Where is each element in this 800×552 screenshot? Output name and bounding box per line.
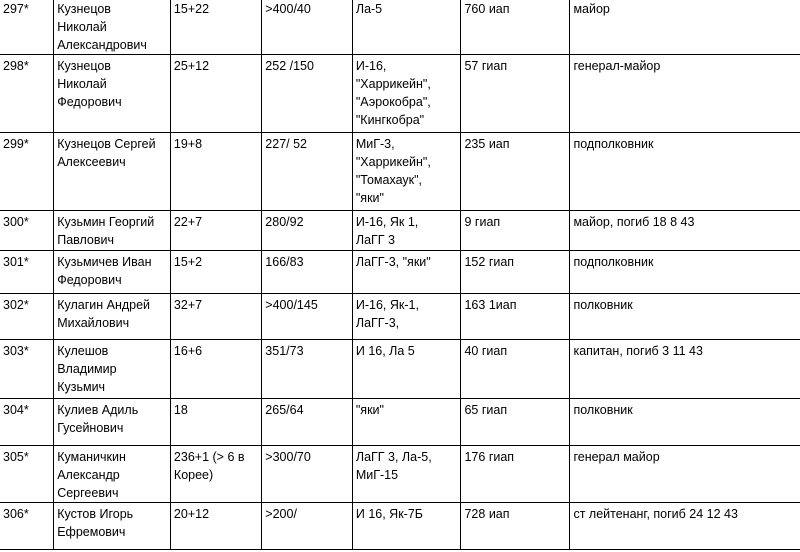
sorties-battles: >400/145 bbox=[262, 294, 353, 340]
row-number: 300* bbox=[0, 211, 54, 251]
table-row bbox=[0, 133, 800, 211]
aircraft-types: ЛаГГ-3, "яки" bbox=[352, 251, 461, 294]
aircraft-types: МиГ-3, "Харрикейн", "Томахаук", "яки" bbox=[352, 133, 461, 211]
victories: 15+22 bbox=[170, 0, 261, 55]
unit: 57 гиап bbox=[461, 55, 570, 133]
row-number: 305* bbox=[0, 446, 54, 503]
row-number: 298* bbox=[0, 55, 54, 133]
row-number: 304* bbox=[0, 399, 54, 446]
pilot-name: Кулиев Адиль Гусейнович bbox=[54, 399, 171, 446]
aircraft-types: ЛаГГ 3, Ла-5, МиГ-15 bbox=[352, 446, 461, 503]
aircraft-types: И 16, Ла 5 bbox=[352, 340, 461, 399]
victories: 15+2 bbox=[170, 251, 261, 294]
rank-notes: майор, погиб 18 8 43 bbox=[570, 211, 800, 251]
rank-notes: полковник bbox=[570, 399, 800, 446]
sorties-battles: 351/73 bbox=[262, 340, 353, 399]
victories: 236+1 (> 6 в Корее) bbox=[170, 446, 261, 503]
row-number: 299* bbox=[0, 133, 54, 211]
table-row bbox=[0, 211, 800, 251]
victories: 32+7 bbox=[170, 294, 261, 340]
rank-notes: полковник bbox=[570, 294, 800, 340]
row-number: 301* bbox=[0, 251, 54, 294]
pilot-name: Кулешов Владимир Кузьмич bbox=[54, 340, 171, 399]
table-row bbox=[0, 503, 800, 550]
table-row bbox=[0, 294, 800, 340]
rank-notes: капитан, погиб 3 11 43 bbox=[570, 340, 800, 399]
row-number: 297* bbox=[0, 0, 54, 55]
rank-notes: майор bbox=[570, 0, 800, 55]
row-number: 302* bbox=[0, 294, 54, 340]
pilot-name: Кузнецов Сергей Алексеевич bbox=[54, 133, 171, 211]
pilot-name: Кузнецов Николай Федорович bbox=[54, 55, 171, 133]
table-row bbox=[0, 446, 800, 503]
pilot-name: Кузьмин Георгий Павлович bbox=[54, 211, 171, 251]
unit: 728 иап bbox=[461, 503, 570, 550]
table-row bbox=[0, 0, 800, 55]
row-number: 303* bbox=[0, 340, 54, 399]
victories: 19+8 bbox=[170, 133, 261, 211]
victories: 20+12 bbox=[170, 503, 261, 550]
victories: 18 bbox=[170, 399, 261, 446]
unit: 235 иап bbox=[461, 133, 570, 211]
unit: 40 гиап bbox=[461, 340, 570, 399]
sorties-battles: 252 /150 bbox=[262, 55, 353, 133]
sorties-battles: >400/40 bbox=[262, 0, 353, 55]
aircraft-types: И-16, Як-1, ЛаГГ-3, bbox=[352, 294, 461, 340]
table-row bbox=[0, 251, 800, 294]
sorties-battles: 280/92 bbox=[262, 211, 353, 251]
victories: 16+6 bbox=[170, 340, 261, 399]
unit: 152 гиап bbox=[461, 251, 570, 294]
unit: 9 гиап bbox=[461, 211, 570, 251]
row-number: 306* bbox=[0, 503, 54, 550]
pilot-name: Кулагин Андрей Михайлович bbox=[54, 294, 171, 340]
pilot-name: Кузьмичев Иван Федорович bbox=[54, 251, 171, 294]
table-row bbox=[0, 399, 800, 446]
sorties-battles: >300/70 bbox=[262, 446, 353, 503]
victories: 22+7 bbox=[170, 211, 261, 251]
sorties-battles: >200/ bbox=[262, 503, 353, 550]
unit: 760 иап bbox=[461, 0, 570, 55]
aircraft-types: Ла-5 bbox=[352, 0, 461, 55]
sorties-battles: 265/64 bbox=[262, 399, 353, 446]
rank-notes: подполковник bbox=[570, 251, 800, 294]
aircraft-types: И 16, Як-7Б bbox=[352, 503, 461, 550]
rank-notes: генерал майор bbox=[570, 446, 800, 503]
table-row bbox=[0, 55, 800, 133]
table-row bbox=[0, 340, 800, 399]
aircraft-types: "яки" bbox=[352, 399, 461, 446]
unit: 176 гиап bbox=[461, 446, 570, 503]
aircraft-types: И-16, "Харрикейн", "Аэрокобра", "Кингкобра" bbox=[352, 55, 461, 133]
aircraft-types: И-16, Як 1, ЛаГГ 3 bbox=[352, 211, 461, 251]
sorties-battles: 227/ 52 bbox=[262, 133, 353, 211]
unit: 65 гиап bbox=[461, 399, 570, 446]
sorties-battles: 166/83 bbox=[262, 251, 353, 294]
rank-notes: генерал-майор bbox=[570, 55, 800, 133]
rank-notes: ст лейтенанг, погиб 24 12 43 bbox=[570, 503, 800, 550]
victories: 25+12 bbox=[170, 55, 261, 133]
pilot-name: Кузнецов Николай Александрович bbox=[54, 0, 171, 55]
unit: 163 1иап bbox=[461, 294, 570, 340]
pilot-name: Кустов Игорь Ефремович bbox=[54, 503, 171, 550]
pilot-name: Куманичкин Александр Сергеевич bbox=[54, 446, 171, 503]
rank-notes: подполковник bbox=[570, 133, 800, 211]
